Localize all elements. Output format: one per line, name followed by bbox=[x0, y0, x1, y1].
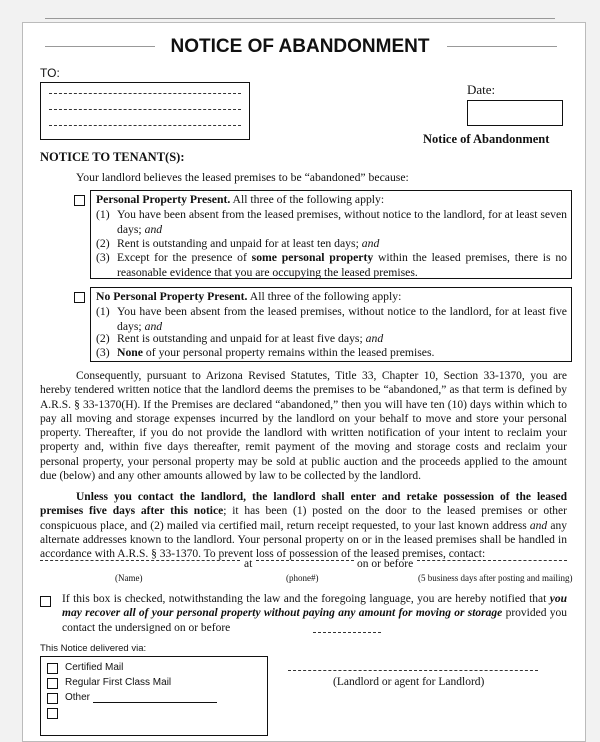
contact-name-field[interactable] bbox=[40, 560, 240, 561]
subtitle: Notice of Abandonment bbox=[423, 132, 550, 146]
option-b-num-3: (3) bbox=[96, 346, 110, 359]
to-line-1[interactable] bbox=[49, 93, 241, 94]
to-line-3[interactable] bbox=[49, 125, 241, 126]
option-b-item-2: Rent is outstanding and unpaid for at least five days; and bbox=[117, 332, 384, 345]
phone-caption: (phone#) bbox=[286, 573, 319, 583]
undersigned-deadline-field[interactable] bbox=[313, 632, 381, 633]
title-rule-left bbox=[45, 46, 155, 47]
name-caption: (Name) bbox=[115, 573, 143, 583]
option-b-heading-tail: All three of the following apply: bbox=[247, 290, 402, 303]
unless-contact-paragraph: Unless you contact the landlord, the landlord shall enter and retake possession of the leased premises five days after this notice; it has been (1) posted on the door to the leased premises or other conspicuous place, and (2) mailed via certified mail, return receipt requested, to your last known address and any alternate addresses known to the landlord. Your personal property on or in the leased premises shall be handled in accordance with A.R.S. § 33-1370. To prevent loss of possession of the leased premises, contact: bbox=[40, 491, 567, 561]
first-class-label: Regular First Class Mail bbox=[65, 677, 172, 688]
option-b-heading: No Personal Property Present. bbox=[96, 290, 248, 303]
signature-line[interactable] bbox=[288, 670, 538, 671]
delivered-via-label: This Notice delivered via: bbox=[40, 643, 147, 654]
option-a-item-3: Except for the presence of some personal property within the leased premises, there is no reasonable evidence that you are occupying the leased premises. bbox=[117, 251, 568, 279]
recover-property-paragraph: If this box is checked, notwithstanding the law and the foregoing language, you are hereby notified that you may recover all of your personal property without paying any amount for moving or storage provided you contact the undersigned on or before bbox=[62, 593, 567, 634]
option-a-item-1: You have been absent from the leased premises, without notice to the landlord, for at least seven days; and bbox=[117, 208, 567, 236]
intro-text: Your landlord believes the leased premises to be “abandoned” because: bbox=[76, 171, 409, 184]
notice-to-tenant-heading: NOTICE TO TENANT(S): bbox=[40, 150, 185, 164]
option-a-num-3: (3) bbox=[96, 251, 110, 264]
signature-caption: (Landlord or agent for Landlord) bbox=[333, 676, 485, 688]
option-a-heading: Personal Property Present. bbox=[96, 193, 231, 206]
page-title: NOTICE OF ABANDONMENT bbox=[161, 36, 440, 57]
days-caption: (5 business days after posting and mailing) bbox=[418, 573, 573, 583]
extra-checkbox[interactable] bbox=[47, 708, 58, 719]
consequently-paragraph: Consequently, pursuant to Arizona Revised Statutes, Title 33, Chapter 10, Section 33-1370, you are hereby tendered written notice that the landlord deems the premises to be “abandoned,” as that term is defined by A.R.S. § 33-1370(H). If the Premises are declared “abandoned,” then you will have ten (10) days within which to pay all moving and storage expenses incurred by the landlord on your behalf to move and store your personal property. Thereafter, if you do not provide the landlord with written notification of your intent to reclaim your property and, within five days thereafter, remit payment of the moving and storage costs and reclaim your personal property, your personal property may be sold at public auction and the proceeds applied to the amount due (below) and any other amounts allowed by law to be collected by the landlord. bbox=[40, 370, 567, 483]
certified-mail-label: Certified Mail bbox=[65, 662, 124, 673]
recover-property-checkbox[interactable] bbox=[40, 596, 51, 607]
to-address-box[interactable] bbox=[40, 82, 250, 140]
contact-phone-field[interactable] bbox=[256, 560, 354, 561]
delivery-box bbox=[40, 656, 268, 736]
option-a-box bbox=[90, 190, 572, 279]
first-class-checkbox[interactable] bbox=[47, 678, 58, 689]
option-b-box bbox=[90, 287, 572, 362]
at-label: at bbox=[244, 558, 253, 570]
contact-deadline-field[interactable] bbox=[417, 560, 567, 561]
date-field[interactable] bbox=[467, 100, 563, 126]
to-line-2[interactable] bbox=[49, 109, 241, 110]
option-b-num-1: (1) bbox=[96, 305, 110, 318]
option-a-num-2: (2) bbox=[96, 237, 110, 250]
option-b-checkbox[interactable] bbox=[74, 292, 85, 303]
title-rule-right bbox=[447, 46, 557, 47]
option-b-item-3: None of your personal property remains within the leased premises. bbox=[117, 346, 435, 359]
option-a-num-1: (1) bbox=[96, 208, 110, 221]
certified-mail-checkbox[interactable] bbox=[47, 663, 58, 674]
to-label: TO: bbox=[40, 66, 60, 80]
other-checkbox[interactable] bbox=[47, 693, 58, 704]
option-a-heading-tail: All three of the following apply: bbox=[230, 193, 385, 206]
on-or-before-label: on or before bbox=[357, 558, 414, 570]
option-a-checkbox[interactable] bbox=[74, 195, 85, 206]
date-label: Date: bbox=[467, 82, 496, 97]
option-b-num-2: (2) bbox=[96, 332, 110, 345]
option-a-item-2: Rent is outstanding and unpaid for at least ten days; and bbox=[117, 237, 380, 250]
other-label: Other bbox=[65, 692, 91, 703]
option-b-item-1: You have been absent from the leased premises, without notice to the landlord, for at least five days; and bbox=[117, 305, 567, 333]
other-field[interactable] bbox=[93, 702, 217, 703]
